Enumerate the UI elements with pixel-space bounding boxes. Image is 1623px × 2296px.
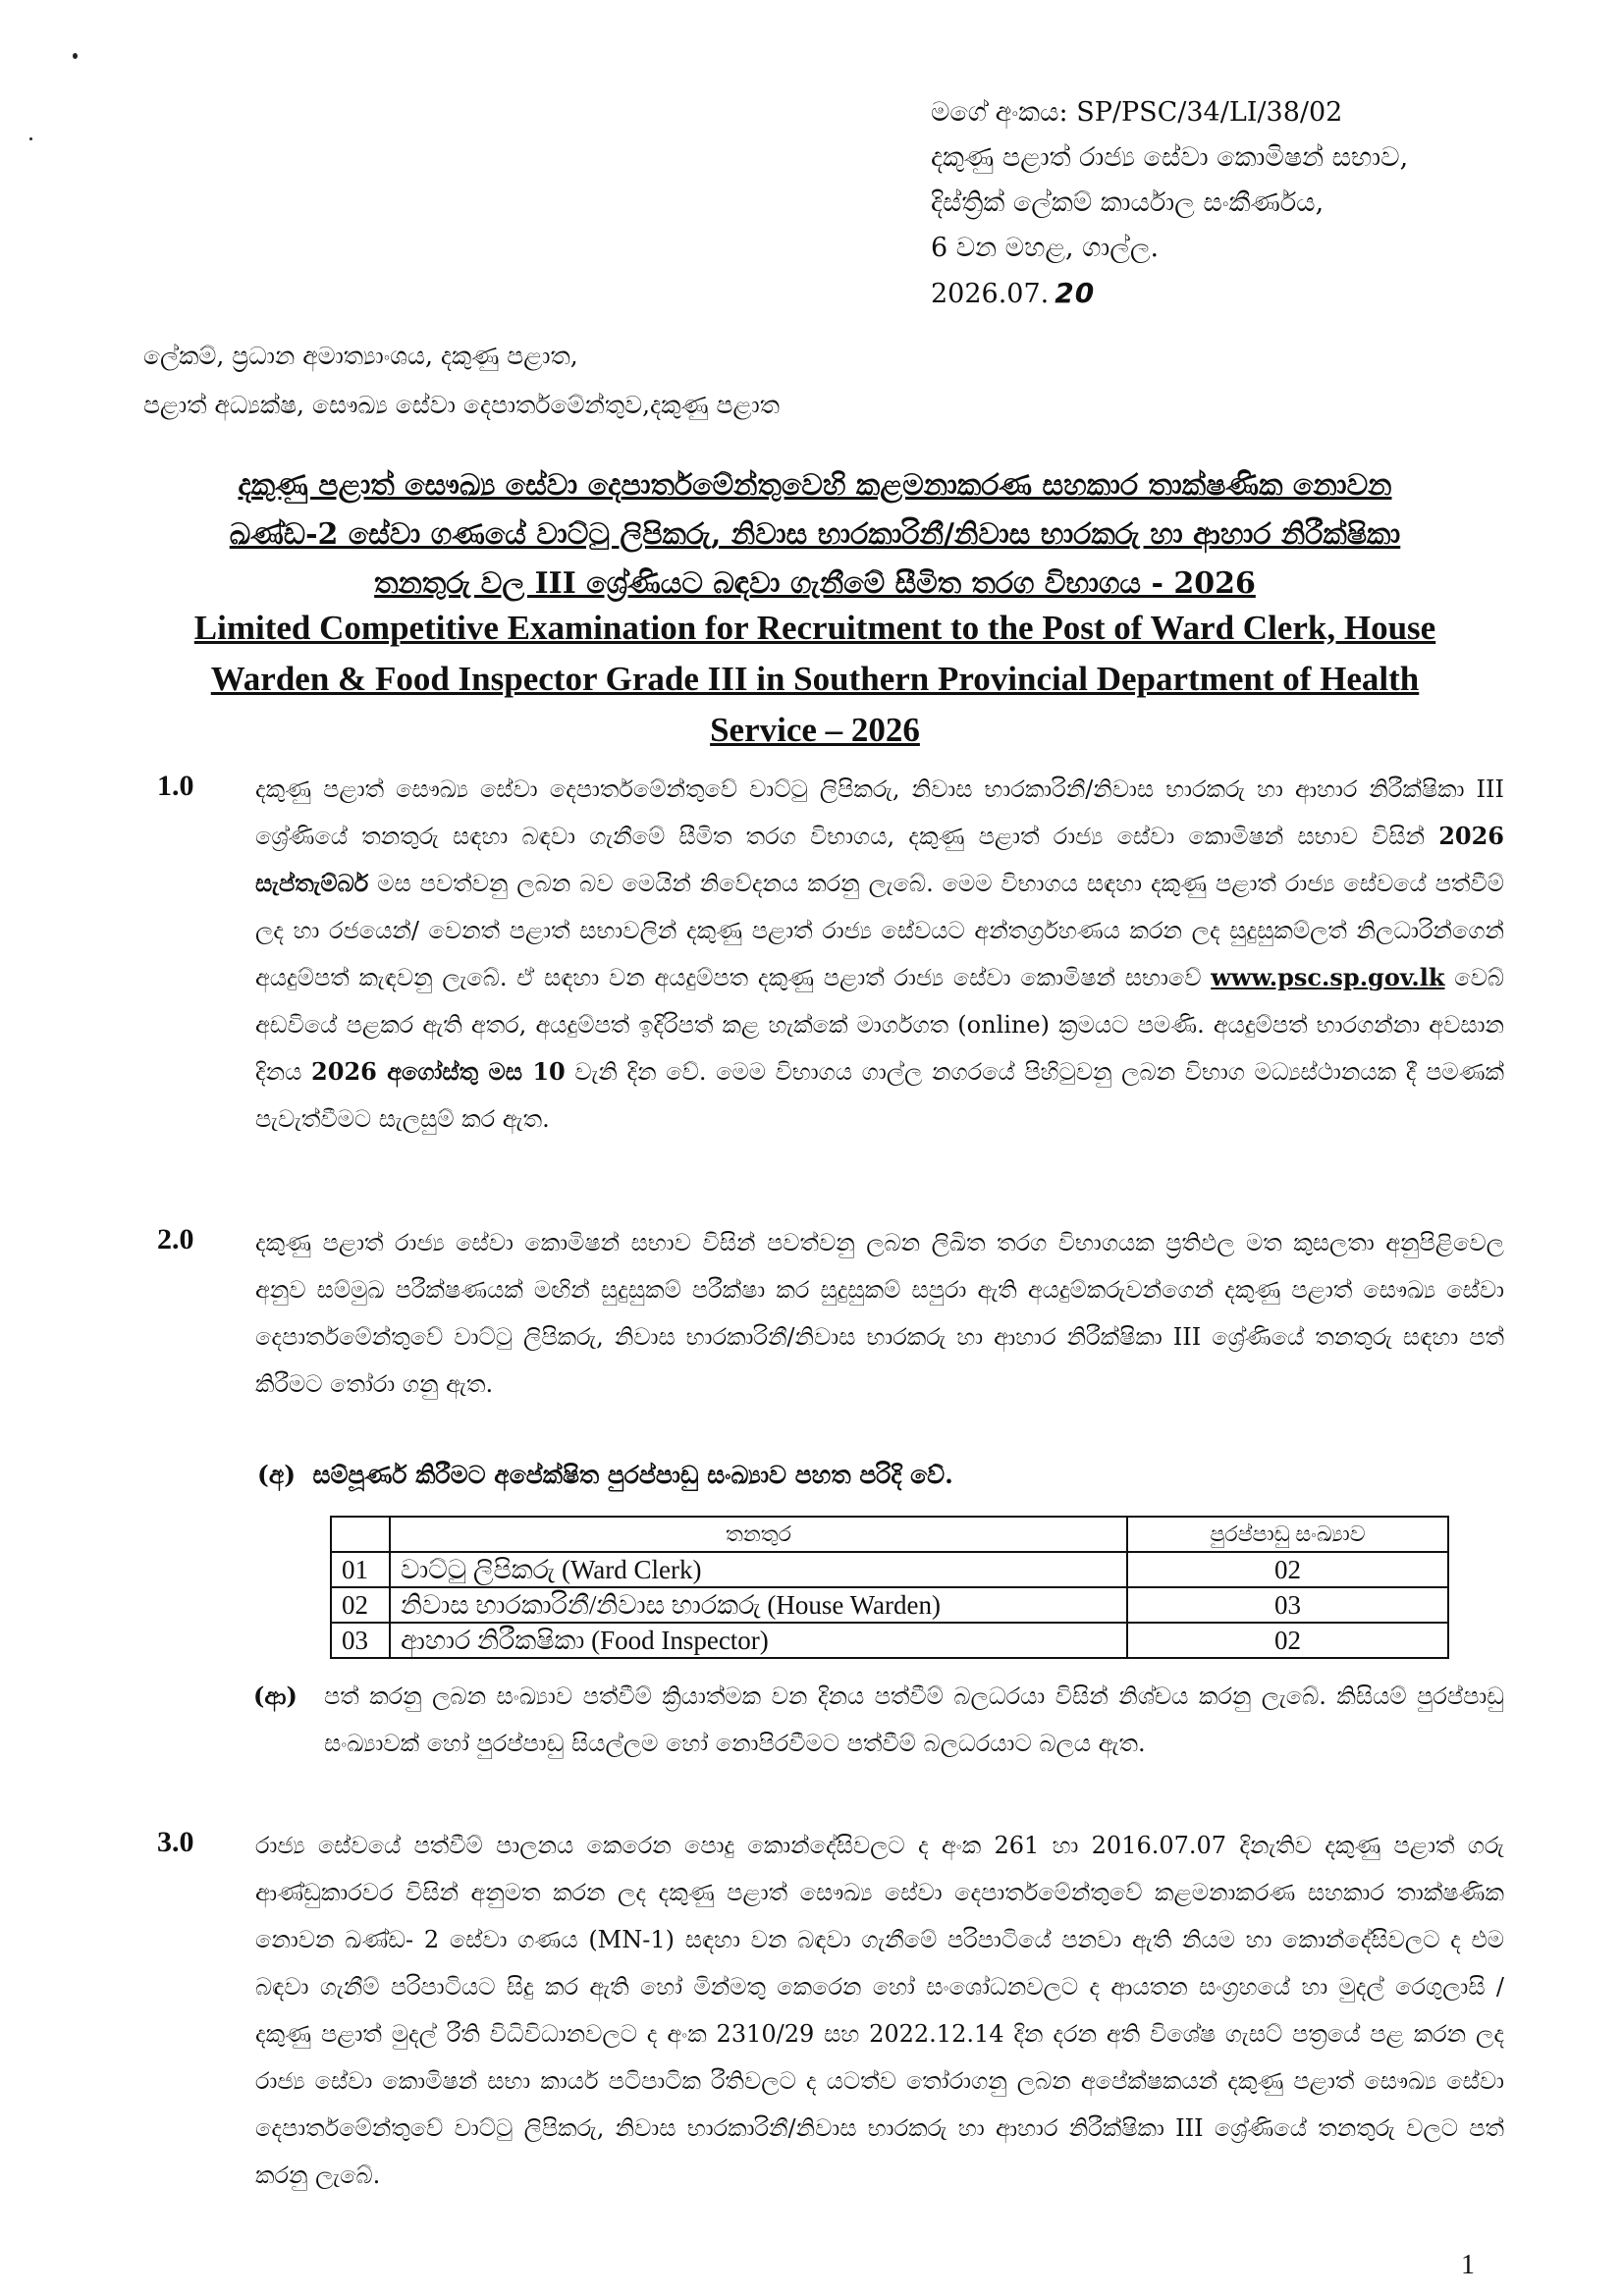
scan-speck	[29, 137, 32, 140]
title-sinhala: දකුණු පළාත් සෞඛ්‍ය සේවා දෙපාර්තමේන්තුවෙහි කළමනාකරණ සහකාර තාක්ෂණික නොවන ඛණ්ඩ-2 සේවා ගණයේ වාට්ටු ලිපිකරු, නිවාස භාරකාරිනී/නිවාස භාරකරු හා ආහාර නිරීක්ෂිකා තනතුරු වල III ශ්‍රේණියට බඳවා ගැනීමේ සීමිත තරග විභාගය - 2026	[229, 468, 1401, 601]
section-2-paragraph: දකුණු පළාත් රාජ්‍ය සේවා කොමිෂන් සභාව විසින් පවත්වනු ලබන ලිඛිත තරග විභාගයක ප්‍රතිඵල මත කුසලතා අනුපිළිවෙල අනුව සම්මුඛ පරීක්ෂණයක් මඟින් සුදුසුකම් පරීක්ෂා කර සුදුසුකම් සපුරා ඇති අයදුම්කරුවන්ගෙන් දකුණු පළාත් සෞඛ්‍ය සේවා දෙපාර්තමේන්තුවේ වාට්ටු ලිපිකරු, නිවාස භාරකාරිනී/නිවාස භාරකරු හා ආහාර නිරීක්ෂිකා III ශ්‍රේණියේ තනතුරු සඳහා පත් කිරීමට තෝරා ගනු ඇත.	[255, 1229, 1504, 1398]
letter-date: 2026.07. 20	[931, 277, 1096, 309]
recipients	[143, 332, 780, 430]
sender-line: දකුණු පළාත් රාජ්‍ය සේවා කොමිෂන් සභාව,	[931, 142, 1409, 173]
handwritten-date-day: 20	[1055, 277, 1096, 309]
vacancy-table	[330, 1516, 1449, 1659]
sender-line: 6 වන මහළ, ගාල්ල.	[931, 233, 1160, 263]
scan-speck	[73, 53, 78, 59]
section-3-paragraph: රාජ්‍ය සේවයේ පත්වීම් පාලනය කෙරෙන පොදු කොන්දේසිවලට ද අංක 261 හා 2016.07.07 දිනැතිව දකුණු පළාත් ගරු ආණ්ඩුකාරවර විසින් අනුමත කරන ලද දකුණු පළාත් සෞඛ්‍ය සේවා දෙපාර්තමේන්තුවේ කළමනාකරණ සහකාර තාක්ෂණික නොවන ඛණ්ඩ- 2 සේවා ගණය (MN-1) සඳහා වන බඳවා ගැනීමේ පරිපාටියේ පනවා ඇති නියම හා කොන්දේසිවලට ද එම බඳවා ගැනීම් පරිපාටියට සිදු කර ඇති හෝ මින්මතු කෙරෙන හෝ සංශෝධනවලට ද ආයතන සංග්‍රහයේ හා මුදල් රෙගුලාසි / දකුණු පළාත් මුදල් රීති විධිවිධානවලට ද අංක 2310/29 සහ 2022.12.14 දින දරන අති විශේෂ ගැසට් පත්‍රයේ පළ කරන ලද රාජ්‍ය සේවා කොමිෂන් සභා කාර්ය පටිපාටික රීතිවලට ද යටත්ව තෝරාගනු ලබන අපේක්ෂකයන් දකුණු පළාත් සෞඛ්‍ය සේවා දෙපාර්තමේන්තුවේ වාට්ටු ලිපිකරු, නිවාස භාරකාරිනී/නිවාස භාරකරු හා ආහාර නිරීක්ෂිකා III ශ්‍රේණියේ තනතුරු වලට පත් කරනු ලැබේ.	[255, 1832, 1504, 2189]
table-row: 03 ආහාර නිරීකෂිකා (Food Inspector) 02	[331, 1623, 1448, 1658]
subsection-aa-label: (ආ)	[253, 1682, 298, 1710]
reference-number: මගේ අංකය: SP/PSC/34/LI/38/02	[931, 97, 1343, 128]
recipient-line: ලේකම්, ප්‍රධාන අමාත්‍යාංශය, දකුණු පළාත,	[143, 342, 578, 370]
psc-website-link[interactable]: www.psc.sp.gov.lk	[1211, 963, 1445, 991]
table-row: 01 වාට්ටු ලිපිකරු (Ward Clerk) 02	[331, 1552, 1448, 1587]
subsection-a: (අ) සම්පූර්ණ කිරීමට අපේක්ෂිත පුරප්පාඩු සංඛ්‍යාව පහත පරිදි වේ.	[257, 1461, 953, 1489]
table-header-cell: පුරප්පාඩු සංඛ්‍යාව	[1127, 1517, 1448, 1552]
section-1-paragraph: දකුණු පළාත් සෞඛ්‍ය සේවා දෙපාර්තමේන්තුවේ වාට්ටු ලිපිකරු, නිවාස භාරකාරිනී/නිවාස භාරකරු හා ආහාර නිරීක්ෂිකා III ශ්‍රේණියේ තනතුරු සඳහා බඳවා ගැනීමේ සීමිත තරග විභාගය, දකුණු පළාත් රාජ්‍ය සේවා කොමිෂන් සභාව විසින් 2026 සැප්තැම්බර් මස පවත්වනු ලබන බව මෙයින් නිවේදනය කරනු ලැබේ. මෙම විභාගය සඳහා දකුණු පළාත් රාජ්‍ය සේවයේ පත්වීම් ලද හා රජයෙන්/ වෙනත් පළාත් සභාවලින් දකුණු පළාත් රාජ්‍ය සේවයට අන්තර්ග්‍රහණය කරන ලද සුදුසුකම්ලත් නිලධාරින්ගෙන් අයදුම්පත් කැඳවනු ලැබේ. ඒ සඳහා වන අයදුම්පත දකුණු පළාත් රාජ්‍ය සේවා කොමිෂන් සභාවේ www.psc.sp.gov.lk වෙබ් අඩවියේ පළකර ඇති අතර, අයදුම්පත් ඉදිරිපත් කළ හැක්කේ මාර්ගගත (online) ක්‍රමයට පමණි. අයදුම්පත් භාරගන්නා අවසාන දිනය 2026 අගෝස්තු මස 10 වැනි දින වේ. මෙම විභාගය ගාල්ල නගරයේ පිහිටුවනු ලබන විභාග මධ්‍යස්ථානයක දී පමණක් පැවැත්වීමට සැලසුම් කර ඇත.	[255, 775, 1505, 1133]
table-row: 02 නිවාස භාරකාරිනී/නිවාස භාරකරු (House Warden) 03	[331, 1587, 1448, 1623]
table-header-row	[331, 1517, 1448, 1552]
table-header-cell	[331, 1517, 390, 1552]
sender-address	[931, 90, 1408, 317]
recipient-line: පළාත් අධ්‍යක්ෂ, සෞඛ්‍ය සේවා දෙපාර්තමේන්තුව,දකුණු පළාත	[143, 391, 781, 419]
subsection-aa: (ආ) පත් කරනු ලබන සංඛ්‍යාව පත්වීම් ක්‍රියාත්මක වන දිනය පත්වීම් බලධරයා විසින් නිශ්චය කරනු ලැබේ. කිසියම් පුරප්පාඩු සංඛ්‍යාවක් හෝ පුරප්පාඩු සියල්ලම හෝ නොපිරවීමට පත්වීම් බලධරයාට බලය ඇත.	[324, 1673, 1504, 1767]
sender-line: දිස්ත්‍රික් ලේකම් කාර්යාල සංකීර්ණය,	[931, 187, 1325, 218]
title-english: Limited Competitive Examination for Recruitment to the Post of Ward Clerk, House Warden & Food Inspector Grade III in Southern Provincial Department of Health Service – 2026	[193, 609, 1436, 749]
section-number: 2.0	[157, 1223, 194, 1255]
table-header-cell: තනතුර	[390, 1517, 1127, 1552]
page-number: 1	[1461, 2250, 1475, 2280]
section-number: 1.0	[157, 770, 194, 802]
section-number: 3.0	[157, 1826, 194, 1858]
